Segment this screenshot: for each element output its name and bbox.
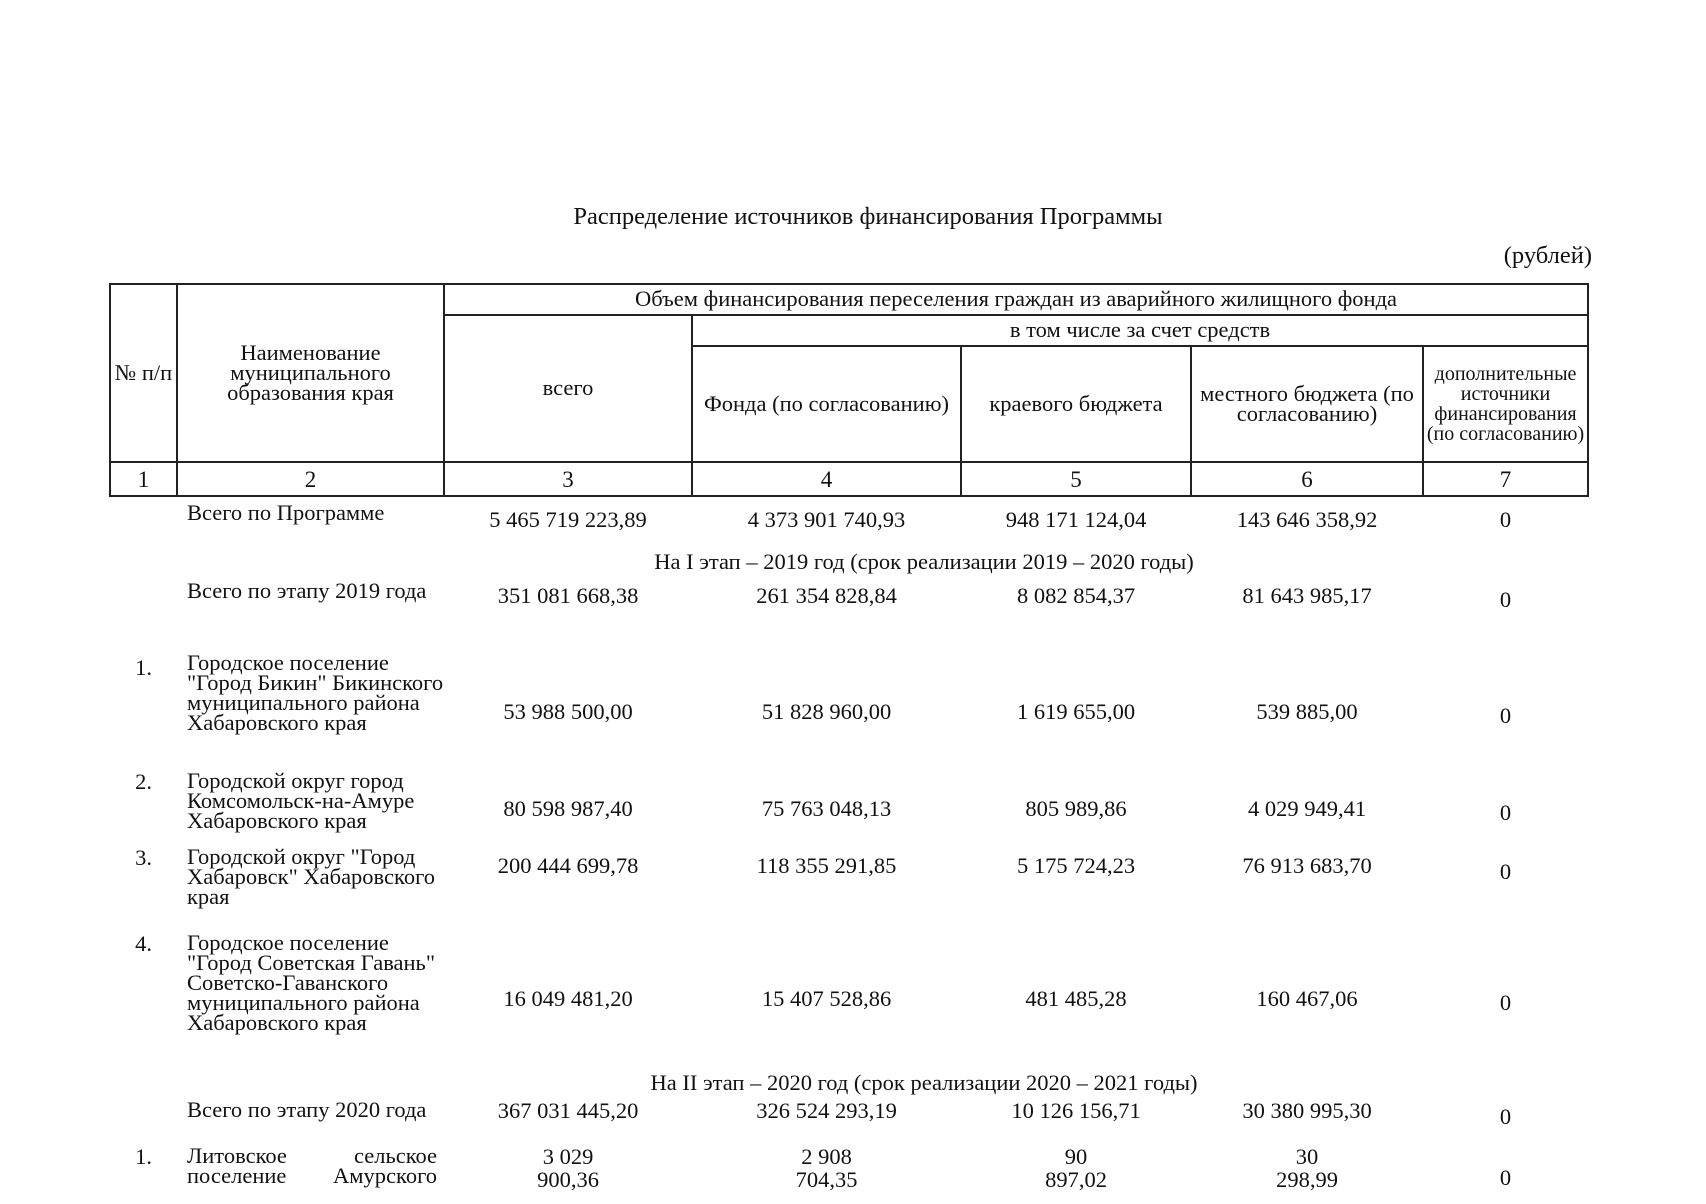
table-row-program-total (110, 496, 1588, 543)
cell-total: 16 049 481,20 (503, 986, 633, 1012)
cell-local: 76 913 683,70 (1242, 853, 1372, 878)
header-additional: дополнительные источники финансирования (по согласованию) (1423, 346, 1588, 462)
cell-regional: 8 082 854,37 (1016, 583, 1136, 608)
cell-total: 351 081 668,38 (497, 583, 639, 608)
cell-regional: 10 126 156,71 (1011, 1098, 1141, 1123)
column-number: 3 (444, 462, 692, 496)
cell-local: 143 646 358,92 (1236, 506, 1378, 532)
unit-label: (рублей) (1503, 242, 1592, 269)
header-name: Наименование муниципального образования края (177, 284, 444, 462)
row-name: Всего по этапу 2019 года (187, 578, 427, 603)
cell-additional: 0 (1499, 1104, 1512, 1129)
header-local: местного бюджета (по согласованию) (1191, 346, 1423, 462)
column-number: 2 (177, 462, 444, 496)
cell-regional: 948 171 124,04 (1005, 506, 1147, 532)
table-row (110, 653, 1588, 771)
table-row (110, 847, 1588, 933)
cell-regional: 5 175 724,23 (1016, 853, 1136, 878)
row-no: 1. (135, 655, 152, 680)
cell-additional: 0 (1499, 702, 1512, 728)
cell-total-line1: 3 029 (542, 1144, 594, 1169)
cell-fund (692, 1146, 961, 1204)
row-name: Городское поселение "Город Советская Гавань" Советско-Гаванского муниципального района Хабаровского края (187, 930, 436, 1035)
header-no: № п/п (110, 284, 177, 462)
cell-local: 30 380 995,30 (1242, 1098, 1372, 1123)
cell-local-line2: 298,99 (1276, 1166, 1338, 1192)
cell-regional: 481 485,28 (1025, 986, 1127, 1012)
cell-total: 367 031 445,20 (497, 1098, 639, 1123)
cell-additional: 0 (1499, 799, 1512, 825)
row-name: Городское поселение "Город Бикин" Бикинского муниципального района Хабаровского края (187, 650, 444, 735)
row-name: Всего по Программе (187, 500, 385, 525)
row-name: Всего по этапу 2020 года (187, 1097, 427, 1122)
header-regional: краевого бюджета (961, 346, 1191, 462)
cell-local: 539 885,00 (1256, 698, 1358, 724)
stage-heading-row (110, 1066, 1588, 1100)
row-no: 3. (135, 845, 152, 870)
cell-local: 4 029 949,41 (1247, 795, 1367, 821)
cell-local: 160 467,06 (1256, 986, 1358, 1012)
cell-fund-line2: 704,35 (795, 1166, 858, 1192)
cell-fund: 4 373 901 740,93 (747, 506, 906, 532)
cell-fund: 118 355 291,85 (756, 853, 897, 878)
cell-additional: 0 (1499, 990, 1512, 1016)
table-row-stage1-total (110, 581, 1588, 653)
cell-regional: 1 619 655,00 (1016, 698, 1136, 724)
table-row (110, 771, 1588, 847)
cell-local: 81 643 985,17 (1242, 583, 1372, 608)
cell-fund: 51 828 960,00 (761, 698, 892, 724)
cell-total (444, 1146, 692, 1204)
cell-total: 53 988 500,00 (503, 698, 633, 724)
row-name: Городской округ "Город Хабаровск" Хабаровского края (187, 844, 435, 909)
header-including: в том числе за счет средств (692, 315, 1588, 346)
row-no (110, 496, 177, 543)
cell-local-line1: 30 (1295, 1144, 1319, 1169)
cell-total: 80 598 987,40 (503, 795, 633, 821)
cell-fund: 326 524 293,19 (756, 1098, 897, 1123)
cell-total: 5 465 719 223,89 (489, 506, 647, 532)
cell-regional-line1: 90 (1064, 1144, 1088, 1169)
cell-fund: 15 407 528,86 (761, 986, 892, 1012)
cell-regional: 805 989,86 (1025, 795, 1127, 821)
row-name-text: Литовское сельское поселение Амурского (187, 1143, 437, 1188)
cell-fund: 75 763 048,13 (761, 795, 892, 821)
column-number: 7 (1423, 462, 1588, 496)
row-name: Городской округ город Комсомольск-на-Амуре Хабаровского края (187, 768, 415, 833)
row-name (177, 1143, 444, 1204)
column-number: 1 (110, 462, 177, 496)
cell-regional-line2: 897,02 (1045, 1166, 1107, 1192)
cell-local (1191, 1146, 1423, 1204)
stage1-heading: На I этап – 2019 год (срок реализации 2019 – 2020 годы) (654, 548, 1194, 574)
row-no: 2. (135, 769, 152, 794)
table-row-stage2-total (110, 1100, 1588, 1146)
table-row (110, 1146, 1588, 1204)
stage-heading-row (110, 543, 1588, 581)
column-number: 5 (961, 462, 1191, 496)
document-title: Распределение источников финансирования Программы (573, 203, 1163, 230)
header-volume: Объем финансирования переселения граждан из аварийного жилищного фонда (444, 284, 1588, 315)
cell-additional: 0 (1499, 506, 1512, 532)
cell-regional (961, 1146, 1191, 1204)
cell-additional: 0 (1499, 859, 1512, 884)
header-total: всего (444, 315, 692, 462)
cell-fund-line1: 2 908 (801, 1144, 852, 1169)
header-fund: Фонда (по согласованию) (692, 346, 961, 462)
row-no (110, 1100, 177, 1146)
cell-total-line2: 900,36 (537, 1166, 599, 1192)
row-no: 4. (135, 931, 152, 956)
cell-additional: 0 (1499, 1164, 1512, 1190)
column-number: 6 (1191, 462, 1423, 496)
cell-fund: 261 354 828,84 (756, 583, 897, 608)
cell-total: 200 444 699,78 (497, 853, 639, 878)
row-no: 1. (135, 1144, 152, 1169)
column-number: 4 (692, 462, 961, 496)
financing-table (109, 283, 1589, 1204)
cell-additional: 0 (1499, 587, 1512, 612)
table-row (110, 933, 1588, 1066)
stage2-heading: На II этап – 2020 год (срок реализации 2020 – 2021 годы) (650, 1069, 1198, 1095)
row-no (110, 581, 177, 653)
